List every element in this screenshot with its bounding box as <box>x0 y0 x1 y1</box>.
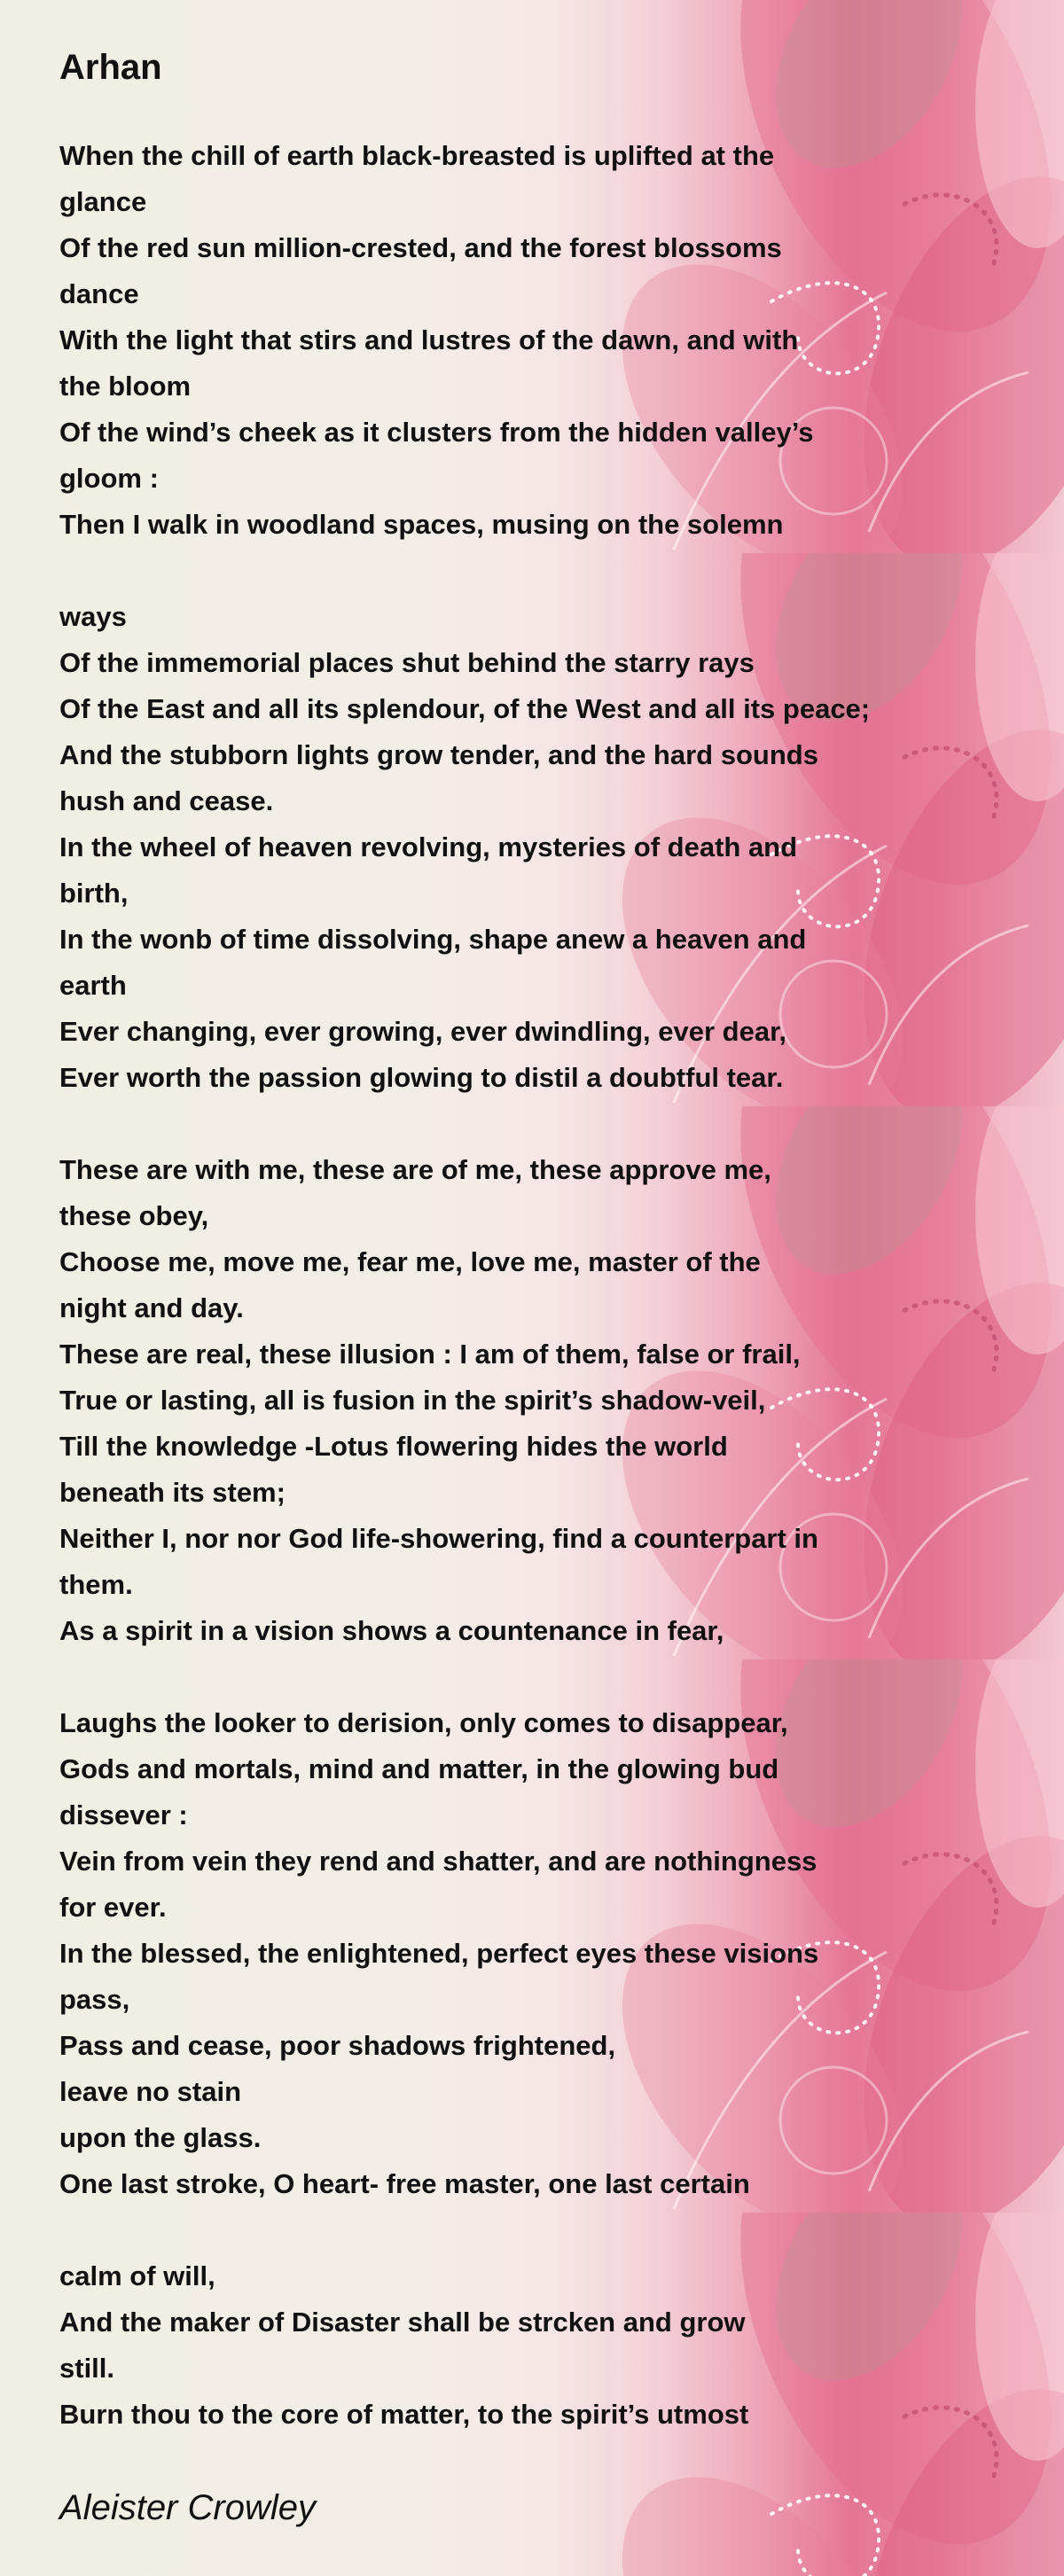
poem-line: still. <box>59 2353 115 2384</box>
poem-line: upon the glass. <box>59 2122 262 2153</box>
poem-line: Neither I, nor nor God life-showering, find a counterpart in <box>59 1523 818 1554</box>
poem-line: calm of will, <box>59 2260 215 2291</box>
poem-line: dissever : <box>59 1799 188 1831</box>
poem-line: And the stubborn lights grow tender, and the hard sounds <box>59 739 818 770</box>
poem-line: In the blessed, the enlightened, perfect eyes these visions <box>59 1938 819 1969</box>
poem-line: Of the wind’s cheek as it clusters from the hidden valley’s <box>59 417 814 448</box>
poem-line: these obey, <box>59 1200 209 1231</box>
poem-line: Of the East and all its splendour, of the West and all its peace; <box>59 693 871 724</box>
poem-line: True or lasting, all is fusion in the spirit’s shadow-veil, <box>59 1385 766 1416</box>
poem-line: Burn thou to the core of matter, to the spirit’s utmost <box>59 2399 749 2430</box>
poem-line: glance <box>59 186 147 217</box>
poem-line: leave no stain <box>59 2076 242 2107</box>
poem-line: In the wheel of heaven revolving, mysteries of death and <box>59 831 798 863</box>
poem-line: Laughs the looker to derision, only comes to disappear, <box>59 1707 788 1738</box>
poem-line: night and day. <box>59 1292 244 1323</box>
poem-line: hush and cease. <box>59 785 274 816</box>
poem-author: Aleister Crowley <box>59 2488 316 2527</box>
poem-line: birth, <box>59 878 129 909</box>
poem-line: These are with me, these are of me, these approve me, <box>59 1154 771 1185</box>
poem-line: earth <box>59 970 127 1001</box>
poem-line: Vein from vein they rend and shatter, and are nothingness <box>59 1846 818 1877</box>
poem-line: One last stroke, O heart- free master, one last certain <box>59 2168 750 2199</box>
poem-line: Then I walk in woodland spaces, musing on the solemn <box>59 509 784 540</box>
poem-line: Of the red sun million-crested, and the forest blossoms <box>59 232 782 263</box>
poem-line: dance <box>59 278 139 309</box>
poem-line: pass, <box>59 1984 130 2015</box>
poem-line: Ever changing, ever growing, ever dwindling, ever dear, <box>59 1016 787 1047</box>
poem-line: In the wonb of time dissolving, shape anew a heaven and <box>59 924 807 955</box>
poem-line: As a spirit in a vision shows a countenance in fear, <box>59 1615 724 1646</box>
poem-line: When the chill of earth black-breasted is uplifted at the <box>59 140 775 171</box>
poem-title: Arhan <box>59 48 162 87</box>
poem-line: beneath its stem; <box>59 1477 286 1508</box>
poem-line: Of the immemorial places shut behind the starry rays <box>59 647 755 678</box>
poem-line: These are real, these illusion : I am of them, false or frail, <box>59 1339 801 1370</box>
poem-line: Gods and mortals, mind and matter, in the glowing bud <box>59 1753 779 1784</box>
poem-line: And the maker of Disaster shall be strcken and grow <box>59 2307 746 2338</box>
poem-line: for ever. <box>59 1892 167 1923</box>
poem-line: Choose me, move me, fear me, love me, master of the <box>59 1246 761 1277</box>
poem-line: With the light that stirs and lustres of the dawn, and with <box>59 324 799 355</box>
poem-line: the bloom <box>59 371 192 402</box>
poem-line: Pass and cease, poor shadows frightened, <box>59 2030 616 2061</box>
poem-line: Ever worth the passion glowing to distil a doubtful tear. <box>59 1062 784 1093</box>
poem-line: them. <box>59 1569 133 1600</box>
poem-line: gloom : <box>59 463 159 494</box>
poem-line: ways <box>59 601 127 632</box>
poem-line: Till the knowledge -Lotus flowering hides the world <box>59 1431 728 1462</box>
